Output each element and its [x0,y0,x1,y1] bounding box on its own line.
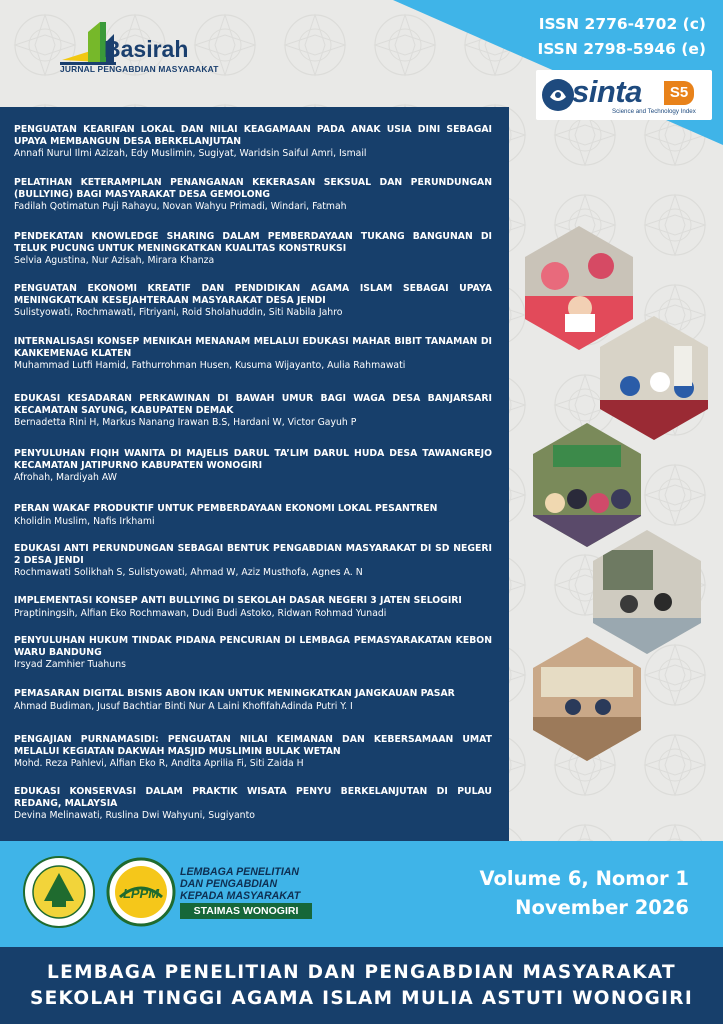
article-title: IMPLEMENTASI KONSEP ANTI BULLYING DI SEKOLAH DASAR NEGERI 3 JATEN SELOGIRI [14,595,462,606]
article-authors: Annafi Nurul Ilmi Azizah, Edy Muslimin, Sugiyat, Waridsin Saiful Amri, Ismail [14,148,367,159]
article-entry [14,393,492,429]
logo-title: Basirah [104,36,189,62]
publisher-line-2: SEKOLAH TINGGI AGAMA ISLAM MULIA ASTUTI WONOGIRI [29,988,694,1009]
article-authors: Kholidin Muslim, Nafis Irkhami [14,515,155,527]
article-authors: Afrohah, Mardiyah AW [14,472,117,483]
article-title: EDUKASI KESADARAN PERKAWINAN DI BAWAH UMUR BAGI WAGA DESA BANJARSARI KECAMATAN SAYUNG, KABUPATEN DEMAK [14,393,492,416]
article-entry [14,734,492,770]
article-authors: Selvia Agustina, Nur Azisah, Mirara Khanza [14,255,215,266]
article-list [0,107,509,841]
publisher-footer [0,947,723,1024]
article-title: PEMASARAN DIGITAL BISNIS ABON IKAN UNTUK MENINGKATKAN JANGKAUAN PASAR [14,688,455,699]
article-title: PENYULUHAN FIQIH WANITA DI MAJELIS DARUL TA’LIM DARUL HUDA DESA TAWANGREJO KECAMATAN JATIPURNO KABUPATEN WONOGIRI [14,448,492,471]
article-entry [14,177,492,213]
article-title: PENGUATAN KEARIFAN LOKAL DAN NILAI KEAGAMAAN PADA ANAK USIA DINI SEBAGAI UPAYA MEMBANGUN DESA BERKELANJUTAN [14,124,492,147]
lppm-name-line-3: KEPADA MASYARAKAT [180,890,301,902]
article-entry [14,543,492,579]
issn-online: ISSN 2798-5946 (e) [537,40,706,58]
article-entry [14,503,492,528]
article-authors: Ahmad Budiman, Jusuf Bachtiar Binti Nur A Laini KhofifahAdinda Putri Y. I [14,700,353,712]
issue-volume: Volume 6, Nomor 1 [479,867,689,890]
article-authors: Mohd. Reza Pahlevi, Alfian Eko R, Andita Aprilia Fi, Siti Zaida H [14,758,304,769]
sinta-level: S5 [664,81,694,105]
article-authors: Fadilah Qotimatun Puji Rahayu, Novan Wahyu Primadi, Windari, Fatmah [14,201,347,212]
staimas-badge: STAIMAS WONOGIRI [180,903,312,919]
article-title: PENDEKATAN KNOWLEDGE SHARING DALAM PEMBERDAYAAN TUKANG BANGUNAN DI TELUK PUCUNG UNTUK MENINGKATKAN KUALITAS KONSTRUKSI [14,231,492,254]
article-title: EDUKASI ANTI PERUNDUNGAN SEBAGAI BENTUK PENGABDIAN MASYARAKAT DI SD NEGERI 2 DESA JENDI [14,543,492,566]
sinta-badge [536,70,712,120]
article-authors: Bernadetta Rini H, Markus Nanang Irawan B.S, Hardani W, Victor Gayuh P [14,417,357,428]
lppm-emblem-icon [106,857,176,927]
article-title: PENYULUHAN HUKUM TINDAK PIDANA PENCURIAN DI LEMBAGA PEMASYARAKATAN KEBON WARU BANDUNG [14,635,492,658]
sinta-emblem-icon [540,75,576,115]
sinta-wordmark: sinta [572,74,642,109]
sinta-tagline: Science and Technology Index [612,108,696,115]
article-entry [14,448,492,484]
article-title: PENGAJIAN PURNAMASIDI: PENGUATAN NILAI KEIMANAN DAN KEBERSAMAAN UMAT MELALUI KEGIATAN DAKWAH MASJID MUSLIMIN BULAK WETAN [14,734,492,757]
lppm-name-line-2: DAN PENGABDIAN [180,878,278,890]
article-entry [14,231,492,267]
svg-text:LPPM: LPPM [122,886,160,901]
issn-print: ISSN 2776-4702 (c) [538,15,706,33]
article-authors: Rochmawati Solikhah S, Sulistyowati, Ahmad W, Aziz Musthofa, Agnes A. N [14,567,363,578]
article-entry [14,124,492,160]
logo-subtitle: JURNAL PENGABDIAN MASYARAKAT [60,64,219,74]
article-title: INTERNALISASI KONSEP MENIKAH MENANAM MELALUI EDUKASI MAHAR BIBIT TANAMAN DI KANKEMENAG KLATEN [14,336,492,359]
article-title: PELATIHAN KETERAMPILAN PENANGANAN KEKERASAN SEKSUAL DAN PERUNDUNGAN (BULLYING) BAGI MASYARAKAT DESA GEMOLONG [14,177,492,200]
article-entry [14,635,492,671]
publisher-line-1: LEMBAGA PENELITIAN DAN PENGABDIAN MASYARAKAT [47,962,676,983]
article-entry [14,283,492,319]
staimas-seal-icon [22,855,96,929]
article-entry [14,688,492,713]
article-authors: Sulistyowati, Rochmawati, Fitriyani, Roid Sholahuddin, Siti Nabila Jahro [14,307,343,318]
article-authors: Praptiningsih, Alfian Eko Rochmawan, Dudi Budi Astoko, Ridwan Rohmad Yunadi [14,607,387,619]
article-authors: Devina Melinawati, Ruslina Dwi Wahyuni, Sugiyanto [14,810,255,821]
article-title: EDUKASI KONSERVASI DALAM PRAKTIK WISATA PENYU BERKELANJUTAN DI PULAU REDANG, MALAYSIA [14,786,492,809]
issue-date: November 2026 [515,896,689,919]
article-title: PERAN WAKAF PRODUKTIF UNTUK PEMBERDAYAAN EKONOMI LOKAL PESANTREN [14,503,438,514]
lppm-name-line-1: LEMBAGA PENELITIAN [180,866,300,878]
article-authors: Irsyad Zamhier Tuahuns [14,659,126,670]
article-authors: Muhammad Lutfi Hamid, Fathurrohman Husen, Kusuma Wijayanto, Aulia Rahmawati [14,360,406,371]
article-entry [14,336,492,372]
article-entry [14,786,492,822]
article-title: PENGUATAN EKONOMI KREATIF DAN PENDIDIKAN AGAMA ISLAM SEBAGAI UPAYA MENINGKATKAN KESEJAHTERAAN MASYARAKAT DESA JENDI [14,283,492,306]
article-entry [14,595,492,620]
